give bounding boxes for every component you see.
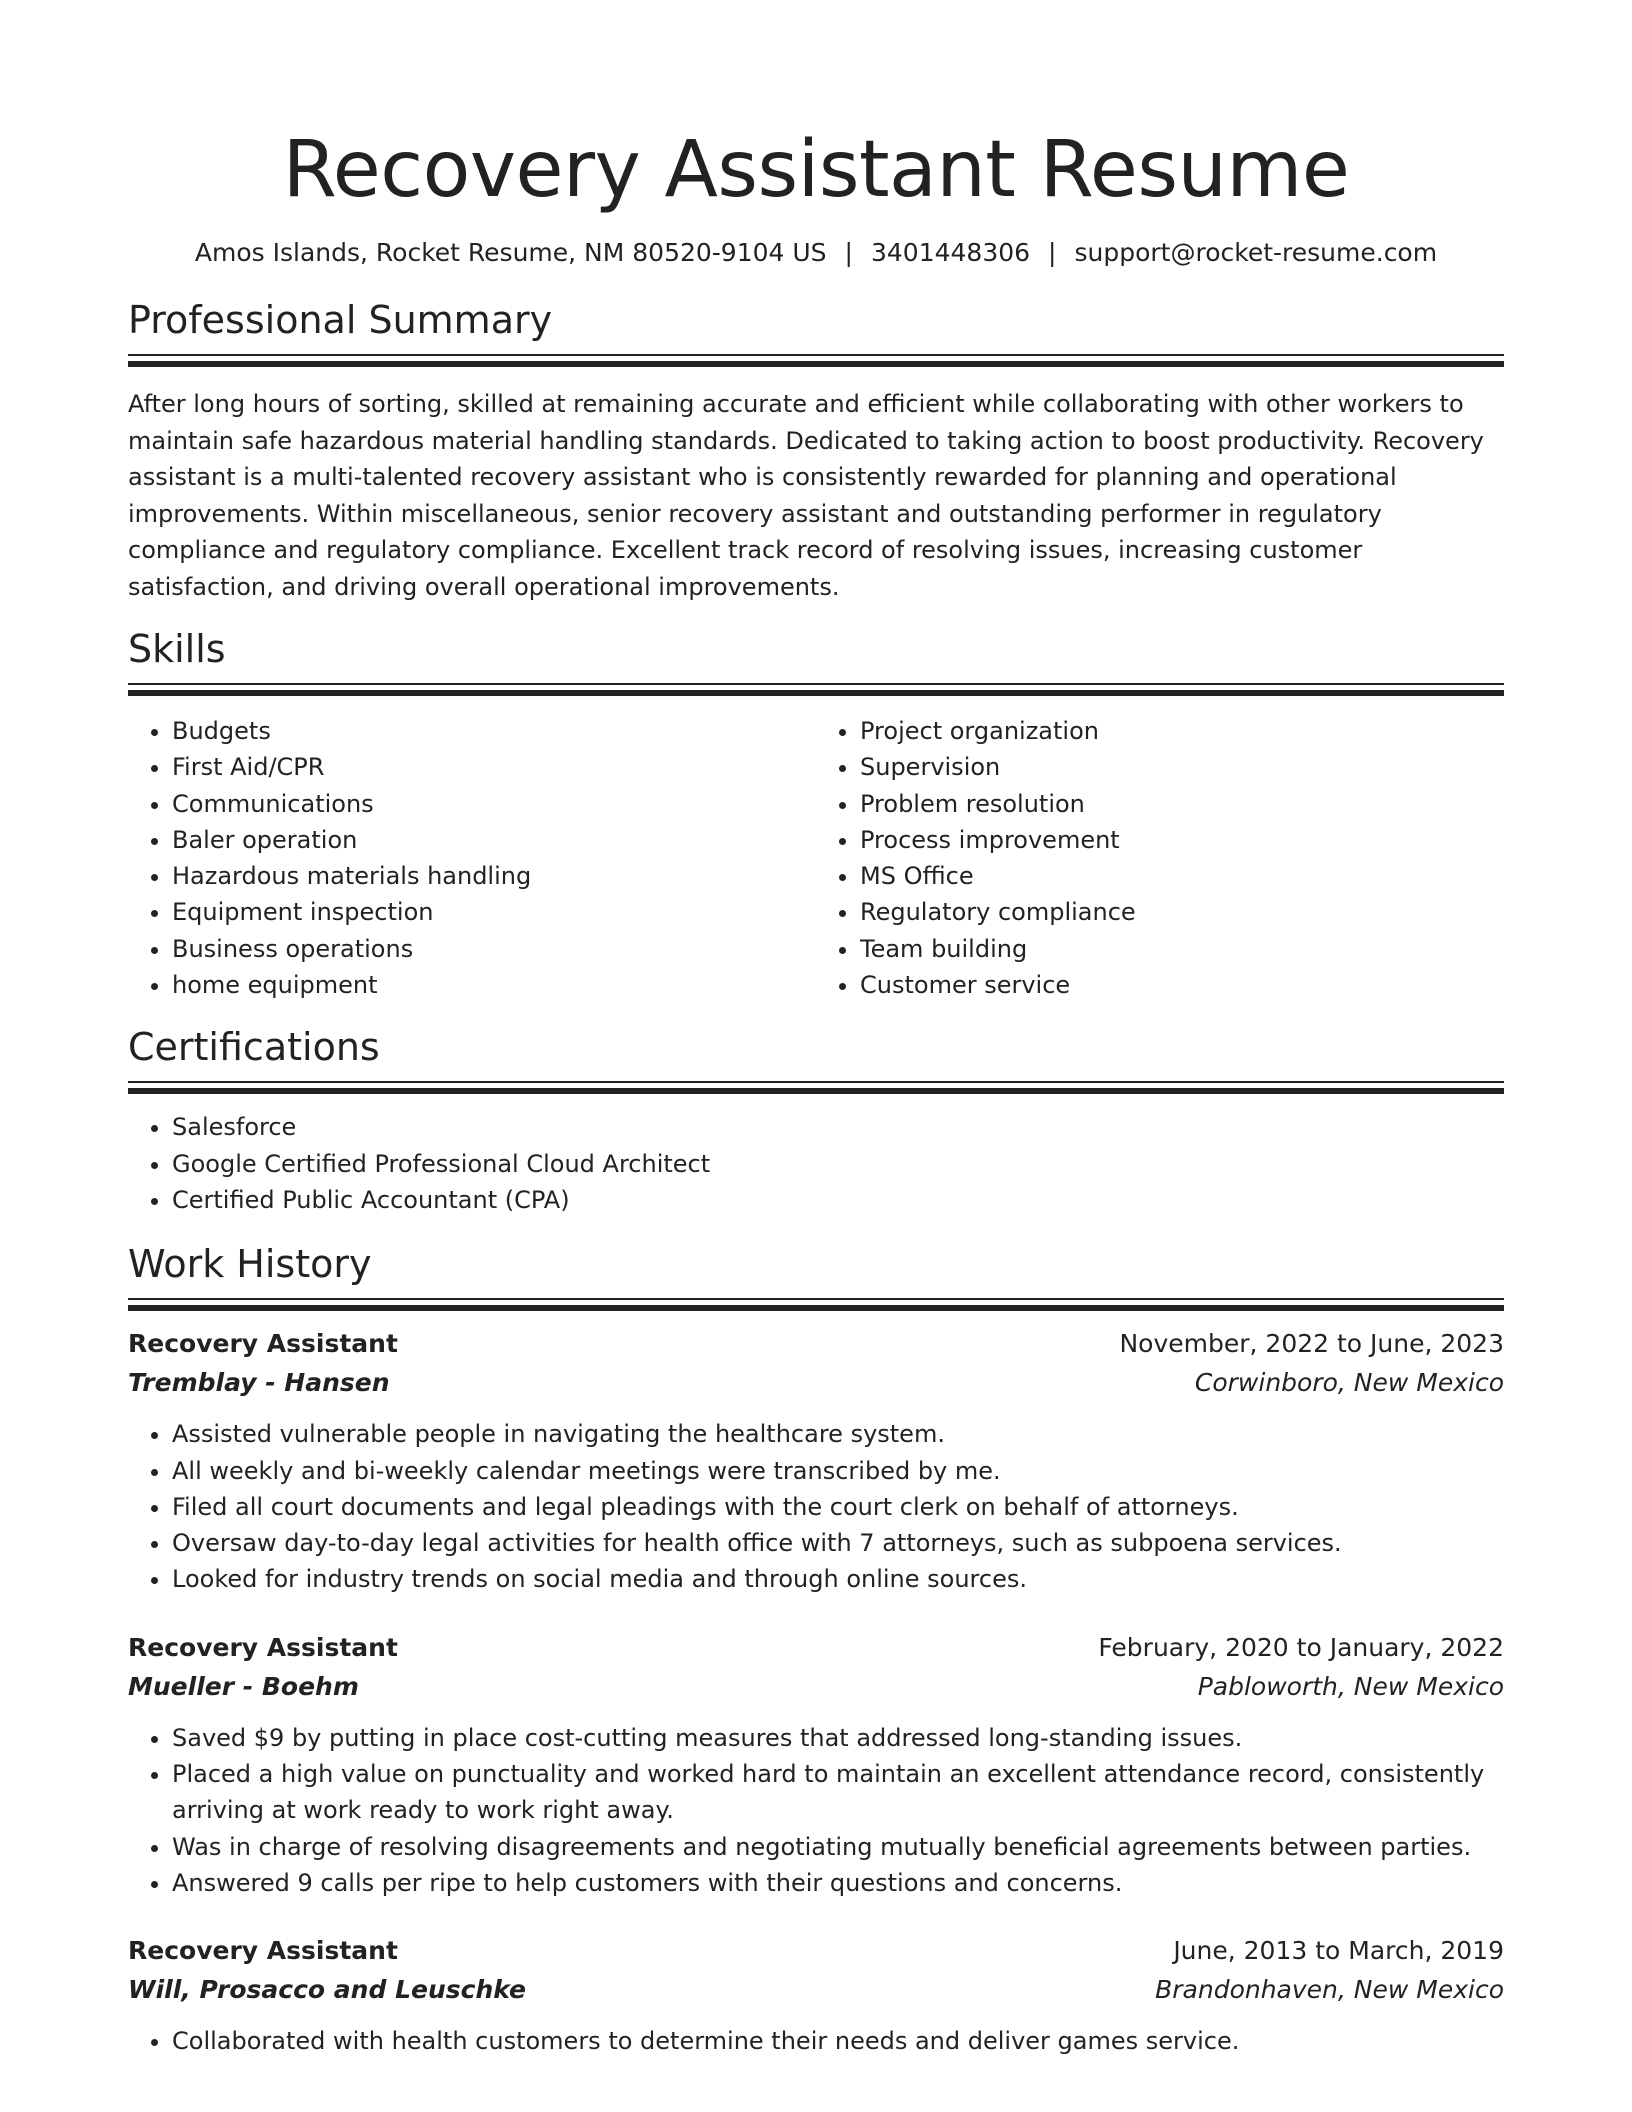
job-duties-list [128, 2023, 1504, 2059]
job-duty-item: • Oversaw day-to-day legal activities for health office with 7 attorneys, such as subpoena services. [172, 1525, 1504, 1561]
job-duty-item: • All weekly and bi-weekly calendar meetings were transcribed by me. [172, 1453, 1504, 1489]
job-company: Will, Prosacco and Leuschke [128, 1975, 526, 2005]
contact-line [128, 236, 1504, 270]
skill-item: • Team building [860, 931, 1504, 967]
skill-item: • Business operations [172, 931, 816, 967]
job-entry [128, 1931, 1504, 2059]
section-divider [128, 1081, 1504, 1095]
section-heading-summary: Professional Summary [128, 298, 553, 342]
skills-section [128, 625, 1504, 1003]
section-heading-work-history: Work History [128, 1242, 372, 1287]
job-entry [128, 1628, 1504, 1901]
job-list [128, 1324, 1504, 2059]
skill-item: • MS Office [860, 858, 1504, 894]
job-company: Tremblay - Hansen [128, 1368, 390, 1398]
job-location: Corwinboro, New Mexico [1194, 1368, 1504, 1398]
skill-item: • Project organization [860, 713, 1504, 749]
job-duty-item: • Was in charge of resolving disagreements and negotiating mutually beneficial agreements between parties. [172, 1829, 1504, 1865]
summary-text: After long hours of sorting, skilled at remaining accurate and efficient while collaborating with other workers to maintain safe hazardous material handling standards. Dedicated to taking action to boost productivity. Recovery assistant is a multi-talented recovery assistant who is consistently rewarded for planning and operational improvements. Within miscellaneous, senior recovery assistant and outstanding performer in regulatory compliance and regulatory compliance. Excellent track record of resolving issues, increasing customer satisfaction, and driving overall operational improvements. [128, 390, 1484, 601]
skill-item: • Process improvement [860, 822, 1504, 858]
skill-item: • home equipment [172, 967, 816, 1003]
job-company: Mueller - Boehm [128, 1671, 359, 1701]
job-location: Brandonhaven, New Mexico [1155, 1975, 1504, 2005]
job-duty-item: • Looked for industry trends on social media and through online sources. [172, 1561, 1504, 1597]
job-duties-list [128, 1416, 1504, 1597]
page-title: Recovery Assistant Resume [282, 125, 1350, 215]
certification-item: • Google Certified Professional Cloud Architect [172, 1146, 1504, 1182]
job-location: Pabloworth, New Mexico [1197, 1671, 1504, 1701]
skill-item: • Budgets [172, 713, 816, 749]
job-duty-item: • Collaborated with health customers to determine their needs and deliver games service. [172, 2023, 1504, 2059]
skill-item: • Hazardous materials handling [172, 858, 816, 894]
skills-list-right [816, 713, 1504, 1003]
contact-address: Amos Islands, Rocket Resume, NM 80520-9104 US [194, 238, 827, 267]
skill-item: • Communications [172, 786, 816, 822]
job-title: Recovery Assistant [128, 1632, 398, 1662]
skill-item: • Problem resolution [860, 786, 1504, 822]
summary-section [128, 296, 1504, 605]
certification-item: • Salesforce [172, 1109, 1504, 1145]
skill-item: • Supervision [860, 749, 1504, 785]
skills-list-left [128, 713, 816, 1003]
certifications-list [128, 1109, 1504, 1218]
job-dates: June, 2013 to March, 2019 [1173, 1936, 1504, 1966]
section-heading-certifications: Certifications [128, 1025, 380, 1070]
skill-item: • Baler operation [172, 822, 816, 858]
section-divider [128, 354, 1504, 368]
job-entry [128, 1324, 1504, 1597]
section-divider [128, 683, 1504, 697]
job-duty-item: • Assisted vulnerable people in navigating the healthcare system. [172, 1416, 1504, 1452]
contact-separator: | [1048, 238, 1057, 267]
resume-page [128, 0, 1504, 2060]
work-history-section [128, 1240, 1504, 2059]
certification-item: • Certified Public Accountant (CPA) [172, 1182, 1504, 1218]
job-dates: November, 2022 to June, 2023 [1119, 1329, 1504, 1359]
section-heading-skills: Skills [128, 627, 226, 671]
skill-item: • Regulatory compliance [860, 894, 1504, 930]
job-duty-item: • Placed a high value on punctuality and worked hard to maintain an excellent attendance record, consistently arriving at work ready to work right away. [172, 1756, 1504, 1829]
contact-separator: | [844, 238, 853, 267]
section-divider [128, 1298, 1504, 1312]
job-duties-list [128, 1720, 1504, 1901]
contact-phone: 3401448306 [870, 238, 1031, 267]
job-title: Recovery Assistant [128, 1329, 398, 1359]
skill-item: • Equipment inspection [172, 894, 816, 930]
job-dates: February, 2020 to January, 2022 [1098, 1632, 1504, 1662]
job-duty-item: • Filed all court documents and legal pleadings with the court clerk on behalf of attorneys. [172, 1489, 1504, 1525]
skills-columns [128, 713, 1504, 1003]
job-duty-item: • Answered 9 calls per ripe to help customers with their questions and concerns. [172, 1865, 1504, 1901]
job-duty-item: • Saved $9 by putting in place cost-cutting measures that addressed long-standing issues. [172, 1720, 1504, 1756]
contact-email: support@rocket-resume.com [1074, 238, 1438, 267]
certifications-section [128, 1023, 1504, 1218]
skill-item: • Customer service [860, 967, 1504, 1003]
job-title: Recovery Assistant [128, 1936, 398, 1966]
skill-item: • First Aid/CPR [172, 749, 816, 785]
